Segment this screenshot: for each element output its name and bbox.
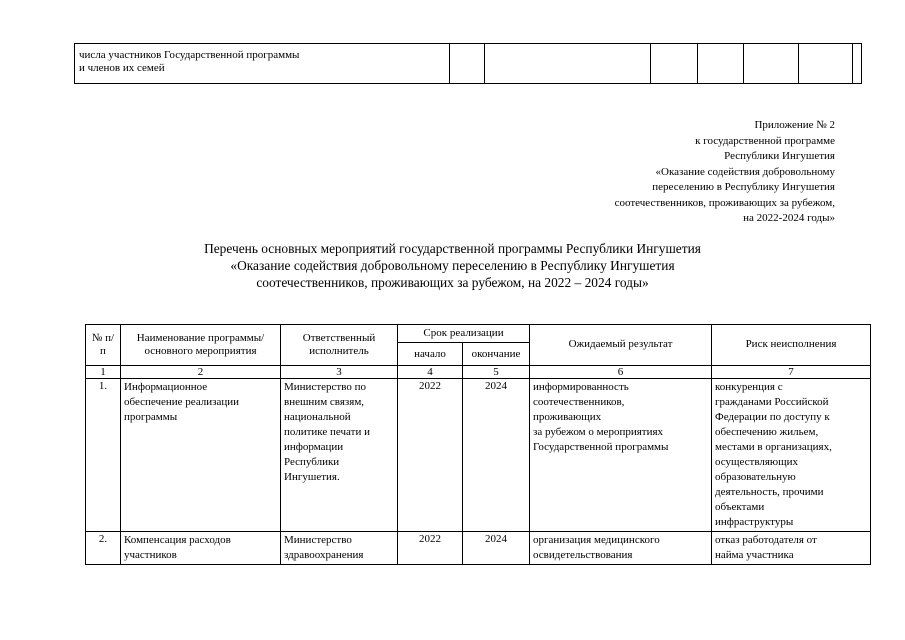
index-cell: 4: [398, 366, 463, 379]
index-cell: 2: [121, 366, 281, 379]
table-cell-empty: [650, 44, 697, 84]
cell-line: местами в организациях,: [715, 441, 832, 453]
cell-line: Информационное: [124, 381, 208, 393]
cell-line: объектами: [715, 501, 765, 513]
cell-line: осуществляющих: [715, 456, 798, 468]
table-cell-empty: [799, 44, 853, 84]
title-line: «Оказание содействия добровольному переселению в Республику Ингушетия: [230, 258, 675, 273]
appendix-line: переселению в Республику Ингушетия: [652, 181, 835, 193]
appendix-line: «Оказание содействия добровольному: [655, 165, 835, 178]
cell-line: за рубежом о мероприятиях: [533, 426, 664, 438]
cell-line: Министерство по: [284, 381, 366, 393]
cell-line: деятельность, прочими: [715, 486, 824, 498]
cell-line: гражданами Российской: [715, 396, 829, 408]
header-period: Срок реализации: [398, 325, 530, 343]
row-result: [530, 379, 712, 532]
table-row: [75, 44, 862, 84]
index-cell: 1: [86, 366, 121, 379]
header-end: окончание: [463, 343, 530, 366]
cell-line: образовательную: [715, 471, 796, 483]
row-start-year: 2022: [398, 532, 463, 565]
cell-line: и членов их семей: [79, 62, 165, 75]
cell-line: соотечественников,: [533, 396, 625, 408]
title-line: Перечень основных мероприятий государственной программы Республики Ингушетия: [204, 241, 701, 256]
cell-line: политике печати и: [284, 426, 370, 438]
row-start-year: 2022: [398, 379, 463, 532]
appendix-line: на 2022-2024 годы»: [743, 212, 835, 224]
row-end-year: 2024: [463, 532, 530, 565]
cell-line: участников: [124, 549, 177, 561]
cell-line: конкуренция с: [715, 381, 783, 393]
index-cell: 7: [712, 366, 871, 379]
row-risk: [712, 379, 871, 532]
header-start: начало: [398, 343, 463, 366]
cell-line: Федерации по доступу к: [715, 411, 830, 423]
measures-table: [85, 324, 871, 565]
table-cell-empty: [484, 44, 650, 84]
cell-line: информированность: [533, 381, 629, 393]
table-header-row: [86, 325, 871, 343]
title-line: соотечественников, проживающих за рубежом, на 2022 – 2024 годы»: [256, 275, 649, 290]
header-executor: Ответственный исполнитель: [281, 325, 398, 366]
cell-line: национальной: [284, 411, 351, 423]
column-index-row: [86, 366, 871, 379]
table-cell-text: [75, 44, 450, 84]
cell-line: обеспечение реализации: [124, 396, 240, 408]
appendix-line: к государственной программе: [695, 134, 835, 147]
cell-line: программы: [124, 411, 178, 423]
header-result: Ожидаемый результат: [530, 325, 712, 366]
table-cell-empty: [853, 44, 862, 84]
row-name: [121, 532, 281, 565]
appendix-line: соотечественников, проживающих за рубежом,: [614, 196, 835, 209]
appendix-line: Приложение № 2: [754, 119, 835, 131]
appendix-note: [560, 118, 835, 227]
index-cell: 5: [463, 366, 530, 379]
cell-line: обеспечению жильем,: [715, 426, 819, 438]
header-name: Наименование программы/основного мероприятия: [121, 325, 281, 366]
cell-line: Компенсация расходов: [124, 534, 231, 546]
row-num: 1.: [86, 379, 121, 532]
row-risk: [712, 532, 871, 565]
cell-line: освидетельствования: [533, 549, 633, 561]
cell-line: инфраструктуры: [715, 516, 794, 528]
continuation-table: [74, 43, 862, 84]
row-name: [121, 379, 281, 532]
table-cell-empty: [449, 44, 484, 84]
cell-line: Республики: [284, 456, 340, 468]
row-result: [530, 532, 712, 565]
cell-line: организация медицинского: [533, 534, 660, 546]
appendix-line: Республики Ингушетия: [724, 150, 835, 162]
cell-line: информации: [284, 441, 344, 453]
index-cell: 6: [530, 366, 712, 379]
row-executor: [281, 379, 398, 532]
cell-line: внешним связям,: [284, 396, 365, 408]
document-title: [80, 240, 825, 291]
cell-line: Ингушетия.: [284, 471, 340, 483]
header-num: № п/п: [86, 325, 121, 366]
cell-line: числа участников Государственной программы: [79, 49, 300, 61]
index-cell: 3: [281, 366, 398, 379]
table-row: [86, 532, 871, 565]
cell-line: найма участника: [715, 549, 794, 561]
table-cell-empty: [744, 44, 799, 84]
cell-line: Государственной программы: [533, 441, 669, 453]
table-cell-empty: [697, 44, 744, 84]
cell-line: Министерство: [284, 534, 352, 546]
row-executor: [281, 532, 398, 565]
header-risk: Риск неисполнения: [712, 325, 871, 366]
table-row: [86, 379, 871, 532]
cell-line: отказ работодателя от: [715, 534, 817, 546]
cell-line: здравоохранения: [284, 549, 364, 561]
row-end-year: 2024: [463, 379, 530, 532]
row-num: 2.: [86, 532, 121, 565]
cell-line: проживающих: [533, 411, 602, 423]
